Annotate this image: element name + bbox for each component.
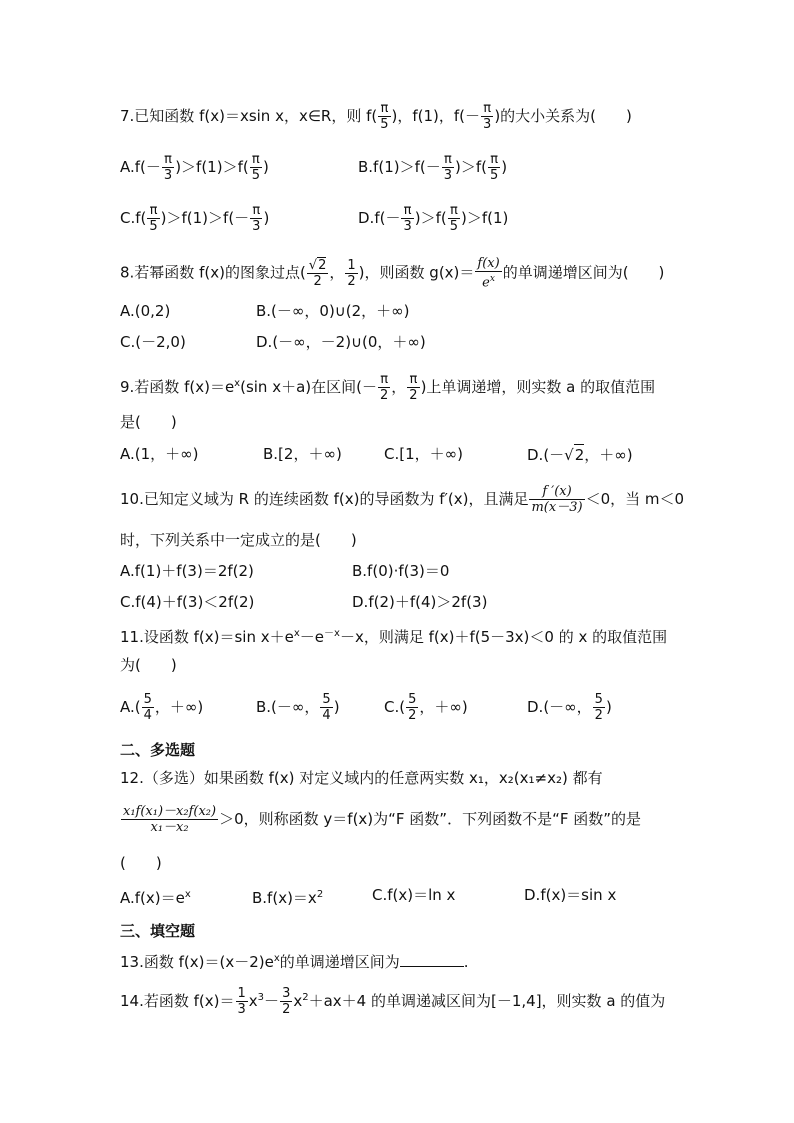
question-9-stem-line2: 是( ) (120, 413, 177, 431)
fraction: $\frac{√2}{2}$ (308, 258, 327, 290)
fraction: $\frac{1}{3}$ (237, 986, 246, 1017)
q12-option-c: C.f(x)＝ln x (372, 886, 456, 904)
q8-option-c: C.(－2,0) (120, 333, 186, 351)
q8-option-d: D.(－∞，－2)∪(0，＋∞) (256, 333, 426, 351)
question-12-stem: 12.（多选）如果函数 f(x) 对定义域内的任意两实数 x₁，x₂(x₁≠x₂) 都有 (120, 769, 603, 787)
q10-option-d: D.f(2)＋f(4)＞2f(3) (352, 593, 488, 611)
q11-option-b: B.(－∞， $\frac{5}{4}$ ) (256, 692, 340, 723)
question-11-stem-line2: 为( ) (120, 656, 177, 674)
q10-option-c: C.f(4)＋f(3)＜2f(2) (120, 593, 255, 611)
fraction: $\frac{1}{2}$ (347, 257, 356, 289)
fraction: $\frac{\pi}{2}$ (409, 372, 418, 403)
question-12-stem-line2: $\frac{\text{x₁f(x₁)－x₂f(x₂)}}{\text{x₁－x₂}}$ ＞0，则称函数 y＝f(x)为“F 函数”．下列函数不是“F 函数”的是 (123, 804, 642, 835)
q12-option-d: D.f(x)＝sin x (524, 886, 617, 904)
q11-option-a: A.( $\frac{5}{4}$ ，＋∞) (120, 692, 204, 723)
q8-option-a: A.(0,2) (120, 302, 171, 320)
q9-option-d: D.(－√2，＋∞) (527, 446, 633, 464)
section-heading-fill-in: 三、填空题 (120, 922, 196, 940)
question-11-stem: 11.设函数 f(x)＝sin $x+e^x-e^{-x}-x$，则满足 f(x)＋f(5－3x)＜0 的 x 的取值范围 (120, 628, 668, 646)
question-8-stem: 8.若幂函数 f(x)的图象过点( $\frac{√2}{2}$ ， $\frac{1}{2}$ )，则函数 g(x)＝ $\frac{f(x)}{e^x}$ 的单调递增区间为( ) (120, 256, 665, 291)
q11-option-c: C.( $\frac{5}{2}$ ，＋∞) (384, 692, 468, 723)
question-14-stem: 14.若函数 f(x)＝ $\frac{1}{3}$ $x^3-$ $\frac{3}{2}$ $x^2+ax+4$ 的单调递减区间为[－1,4]，则实数 a 的值为 (120, 986, 666, 1017)
q11-option-d: D.(－∞， $\frac{5}{2}$ ) (527, 692, 612, 723)
fraction: $\frac{3}{2}$ (282, 986, 291, 1017)
q8-option-b: B.(－∞，0)∪(2，＋∞) (256, 302, 410, 320)
q12-option-b: $B.f(x)=x^2$ (252, 889, 324, 907)
q7-option-d: D.f(－ $\frac{\pi}{3}$ )＞f( $\frac{\pi}{5}$ )＞f(1) (358, 203, 509, 234)
question-13-stem: 13.函数 $f(x)=(x-2)e^x$的单调递增区间为 . (120, 953, 469, 971)
section-heading-multiple-choice: 二、多选题 (120, 741, 196, 759)
q9-option-b: B.[2，＋∞) (263, 445, 342, 463)
q10-option-a: A.f(1)＋f(3)＝2f(2) (120, 562, 254, 580)
question-12-stem-line3: ( ) (120, 854, 162, 872)
question-7-stem: 7.已知函数 f(x)＝xsin x，x∈R，则 f( $\frac{\pi}{5}$ )，f(1)，f(－ $\frac{\pi}{3}$ )的大小关系为( ) (120, 101, 632, 132)
q9-option-a: A.(1，＋∞) (120, 445, 199, 463)
fraction: $\frac{\pi}{5}$ (380, 101, 389, 132)
q10-option-b: B.f(0)·f(3)＝0 (352, 562, 450, 580)
question-10-stem: 10.已知定义域为 R 的连续函数 f(x)的导函数为 f′(x)，且满足 $\frac{f '(x)}{m(x-3)}$ ＜0，当 m＜0 (120, 484, 685, 515)
fraction: $\frac{\text{x₁f(x₁)－x₂f(x₂)}}{\text{x₁－x₂}}$ (123, 804, 217, 835)
fraction: $\frac{\pi}{3}$ (483, 101, 492, 132)
q7-option-a: A.f(－ $\frac{\pi}{3}$ )＞f(1)＞f( $\frac{\pi}{5}$ ) (120, 152, 269, 183)
answer-blank[interactable] (400, 952, 464, 967)
fraction: $\frac{\pi}{2}$ (379, 372, 389, 403)
question-10-stem-line2: 时，下列关系中一定成立的是( ) (120, 531, 357, 549)
q7-option-b: B.f(1)＞f(－ $\frac{\pi}{3}$ )＞f( $\frac{\pi}{5}$ ) (358, 152, 508, 183)
question-9-stem: 9.若函数 $f(x)=e^x(\sin$ x＋a)在区间(－ $\frac{\pi}{2}$ ， $\frac{\pi}{2}$ )上单调递增，则实数 a 的取值范围 (120, 372, 656, 403)
q12-option-a: $A.f(x)=e^x$ (120, 889, 191, 907)
q9-option-c: C.[1，＋∞) (384, 445, 463, 463)
q7-option-c: C.f( $\frac{\pi}{5}$ )＞f(1)＞f(－ $\frac{\pi}{3}$ ) (120, 203, 270, 234)
fraction: $\frac{f(x)}{e^x}$ (477, 256, 500, 291)
fraction: $\frac{f '(x)}{m(x-3)}$ (531, 484, 583, 515)
